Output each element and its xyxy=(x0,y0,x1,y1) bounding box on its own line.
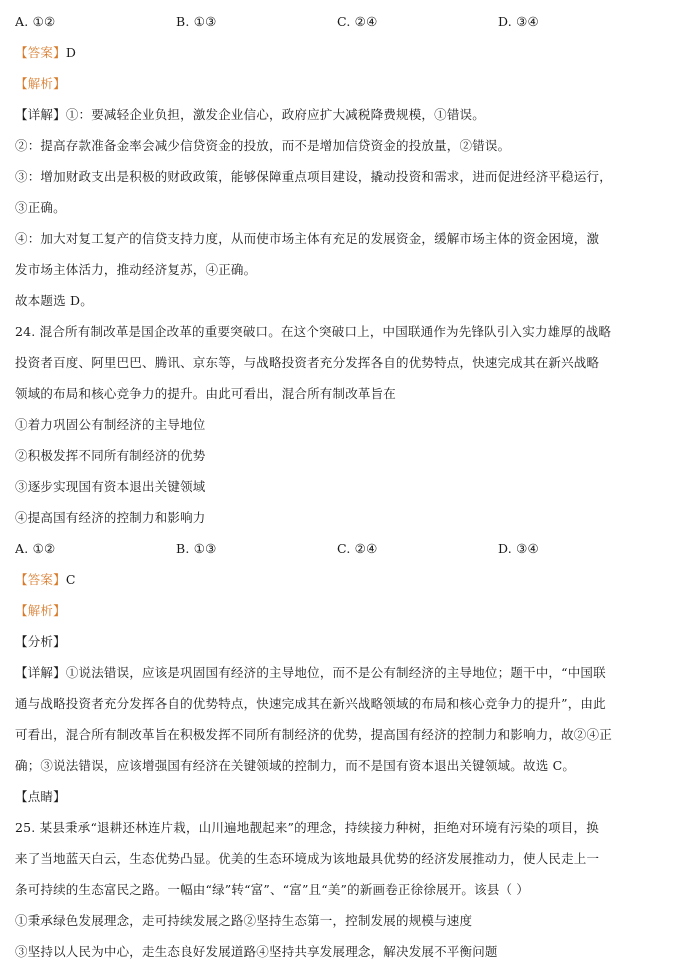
option-b: B. ①③ xyxy=(176,541,217,556)
answer-label: 【答案】 xyxy=(15,45,66,60)
option-c: C. ②④ xyxy=(337,14,378,29)
q23-analysis-label: 【解析】 xyxy=(15,76,66,91)
option-d: D. ③④ xyxy=(498,541,539,556)
q24-options xyxy=(15,533,678,564)
q24-stem-line-1: 24. 混合所有制改革是国企改革的重要突破口。在这个突破口上，中国联通作为先锋队引入实力雄厚的战略 xyxy=(15,324,612,339)
q24-item-3: ③逐步实现国有资本退出关键领域 xyxy=(15,479,206,494)
detail-text: ①：要减轻企业负担，激发企业信心，政府应扩大减税降费规模，①错误。 xyxy=(65,107,485,122)
q23-detail-line-4: ③正确。 xyxy=(15,200,66,215)
q24-analyze-label: 【分析】 xyxy=(15,634,66,649)
q23-options xyxy=(15,6,678,37)
q25-items-line-1: ①秉承绿色发展理念，走可持续发展之路②坚持生态第一，控制发展的规模与速度 xyxy=(15,913,473,928)
q24-detail-line-3: 可看出，混合所有制改革旨在积极发挥不同所有制经济的优势，提高国有经济的控制力和影响力，故②④正 xyxy=(15,727,612,742)
detail-text: ①说法错误，应该是巩固国有经济的主导地位，而不是公有制经济的主导地位；题干中，“中国联 xyxy=(65,665,606,680)
option-a: A. ①② xyxy=(15,541,56,556)
answer-label: 【答案】 xyxy=(15,572,66,587)
detail-label: 【详解】 xyxy=(15,107,66,122)
q25-items-line-2: ③坚持以人民为中心，走生态良好发展道路④坚持共享发展理念，解决发展不平衡问题 xyxy=(15,944,498,959)
q24-detail-line-1 xyxy=(15,657,678,688)
q25-stem-line-3: 条可持续的生态富民之路。一幅由“绿”转“富”、“富”且“美”的新画卷正徐徐展开。该县（ ） xyxy=(15,882,530,897)
q23-detail-line-6: 发市场主体活力，推动经济复苏，④正确。 xyxy=(15,262,257,277)
answer-value: C xyxy=(65,572,76,587)
q24-item-2: ②积极发挥不同所有制经济的优势 xyxy=(15,448,206,463)
option-b: B. ①③ xyxy=(176,14,217,29)
detail-label: 【详解】 xyxy=(15,665,66,680)
q23-detail-line-3: ③：增加财政支出是积极的财政政策，能够保障重点项目建设，撬动投资和需求，进而促进经济平稳运行， xyxy=(15,169,612,184)
q23-answer xyxy=(15,37,678,68)
answer-value: D xyxy=(65,45,77,60)
option-c: C. ②④ xyxy=(337,541,378,556)
q24-stem-line-2: 投资者百度、阿里巴巴、腾讯、京东等，与战略投资者充分发挥各自的优势特点，快速完成其在新兴战略 xyxy=(15,355,600,370)
q24-item-4: ④提高国有经济的控制力和影响力 xyxy=(15,510,206,525)
q24-answer xyxy=(15,564,678,595)
q24-analysis-label: 【解析】 xyxy=(15,603,66,618)
q24-comment-label: 【点睛】 xyxy=(15,789,66,804)
q24-stem-line-3: 领域的布局和核心竞争力的提升。由此可看出，混合所有制改革旨在 xyxy=(15,386,397,401)
option-d: D. ③④ xyxy=(498,14,539,29)
q24-detail-line-4: 确；③说法错误，应该增强国有经济在关键领域的控制力，而不是国有资本退出关键领域。故选 C。 xyxy=(15,758,576,773)
q23-detail-line-2: ②：提高存款准备金率会减少信贷资金的投放，而不是增加信贷资金的投放量，②错误。 xyxy=(15,138,511,153)
q23-detail-line-5: ④：加大对复工复产的信贷支持力度，从而使市场主体有充足的发展资金，缓解市场主体的资金困境，激 xyxy=(15,231,600,246)
q23-detail-line-1 xyxy=(15,99,678,130)
q24-item-1: ①着力巩固公有制经济的主导地位 xyxy=(15,417,206,432)
option-a: A. ①② xyxy=(15,14,56,29)
q25-stem-line-1: 25. 某县秉承“退耕还林连片栽，山川遍地靓起来”的理念，持续接力种树，拒绝对环境有污染的项目，换 xyxy=(15,820,599,835)
q25-stem-line-2: 来了当地蓝天白云，生态优势凸显。优美的生态环境成为该地最具优势的经济发展推动力，使人民走上一 xyxy=(15,851,600,866)
q23-conclusion: 故本题选 D。 xyxy=(15,293,93,308)
q24-detail-line-2: 通与战略投资者充分发挥各自的优势特点，快速完成其在新兴战略领域的布局和核心竞争力的提升”，由此 xyxy=(15,696,606,711)
